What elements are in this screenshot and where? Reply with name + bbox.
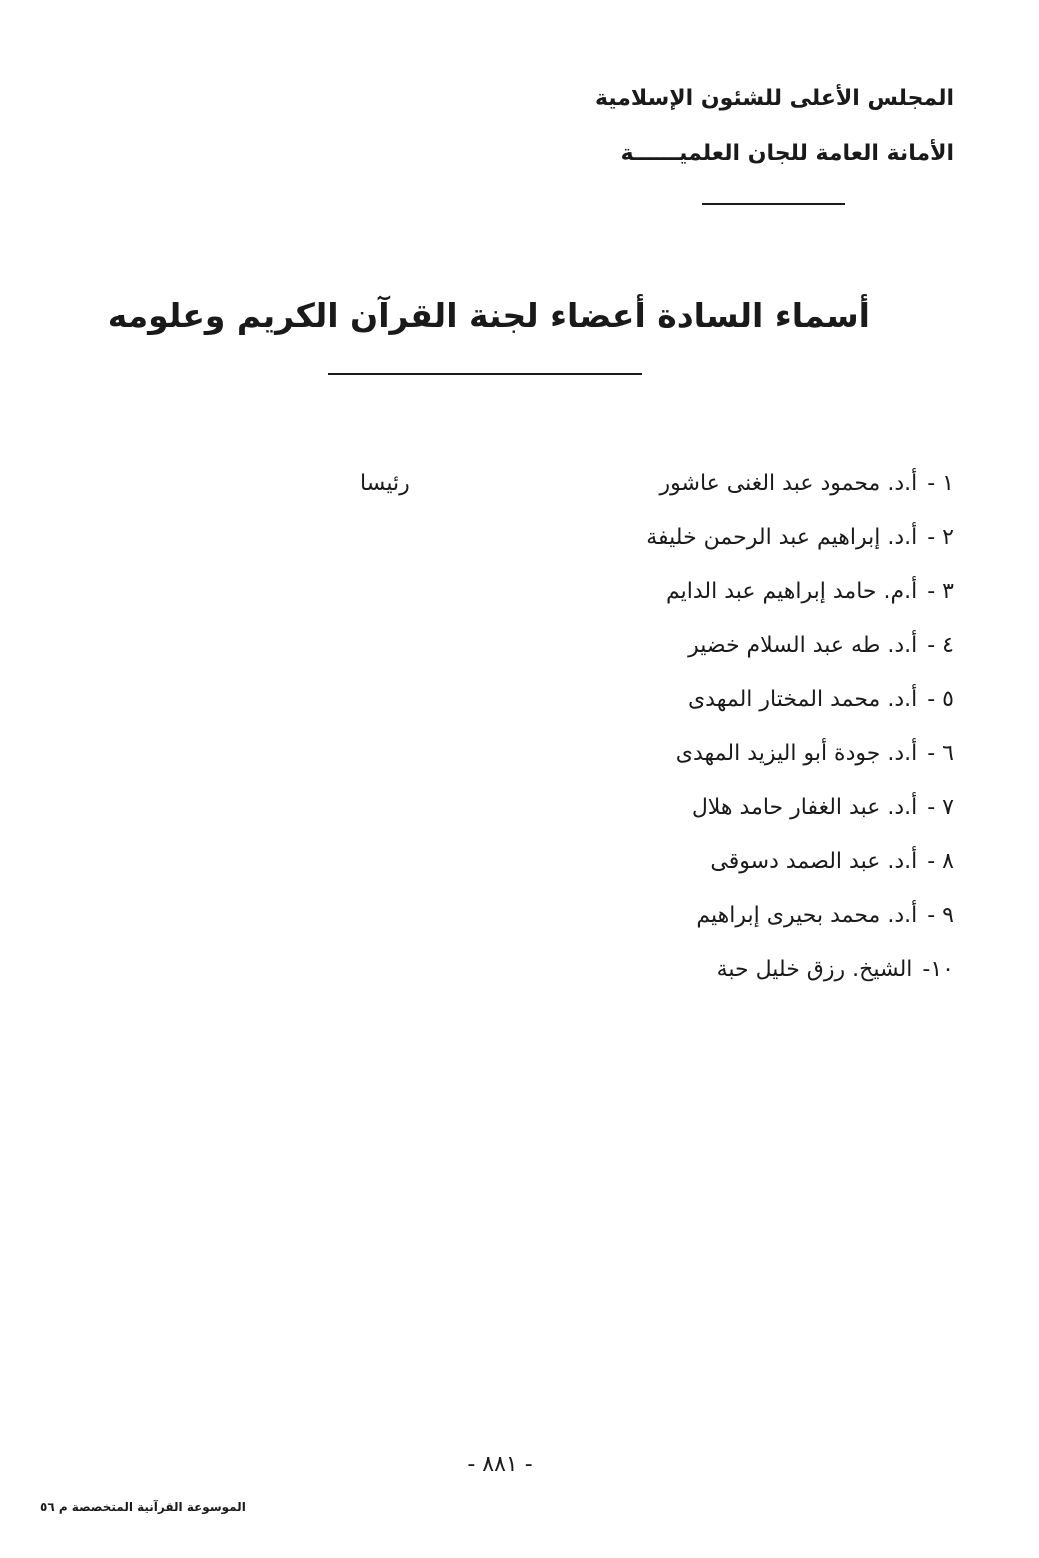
member-name: أ.د. عبد الصمد دسوقى [710,849,918,874]
page-title: أسماء السادة أعضاء لجنة القرآن الكريم وعلومه [107,296,870,335]
member-number: ١ - [927,471,954,496]
member-name: أ.د. عبد الغفار حامد هلال [691,795,918,820]
member-item [717,957,954,982]
member-name: أ.د. طه عبد السلام خضير [688,633,918,658]
header-divider [702,203,845,205]
title-underline [328,373,642,375]
member-name: الشيخ. رزق خليل حبة [716,957,913,982]
member-number: ٨ - [927,849,954,874]
footer-note: الموسوعة القرآنية المتخصصة م ٥٦ [40,1500,246,1514]
member-item [646,525,954,550]
member-number: ٧ - [927,795,954,820]
member-name: أ.م. حامد إبراهيم عبد الدايم [665,579,918,604]
member-number: ٥ - [927,687,954,712]
member-item [692,795,954,820]
member-item [660,471,954,496]
member-name: أ.د. محمد بحيرى إبراهيم [696,903,918,928]
page-number: - ٨٨١ - [467,1452,533,1477]
member-item [710,849,954,874]
member-item [688,633,954,658]
member-item [676,741,954,766]
member-name: أ.د. جودة أبو اليزيد المهدى [675,741,918,766]
member-number: ٦ - [927,741,954,766]
member-role: رئيسا [360,471,410,496]
member-item [696,903,954,928]
member-item [666,579,954,604]
organization-name: المجلس الأعلى للشئون الإسلامية [594,86,954,111]
member-name: أ.د. محمود عبد الغنى عاشور [659,471,918,496]
member-number: ١٠- [922,957,954,982]
member-number: ٣ - [927,579,954,604]
member-number: ٩ - [927,903,954,928]
department-name: الأمانة العامة للجان العلميــــــة [620,141,954,166]
member-item [688,687,954,712]
member-name: أ.د. إبراهيم عبد الرحمن خليفة [646,525,918,550]
member-number: ٤ - [927,633,954,658]
member-name: أ.د. محمد المختار المهدى [687,687,918,712]
member-number: ٢ - [927,525,954,550]
